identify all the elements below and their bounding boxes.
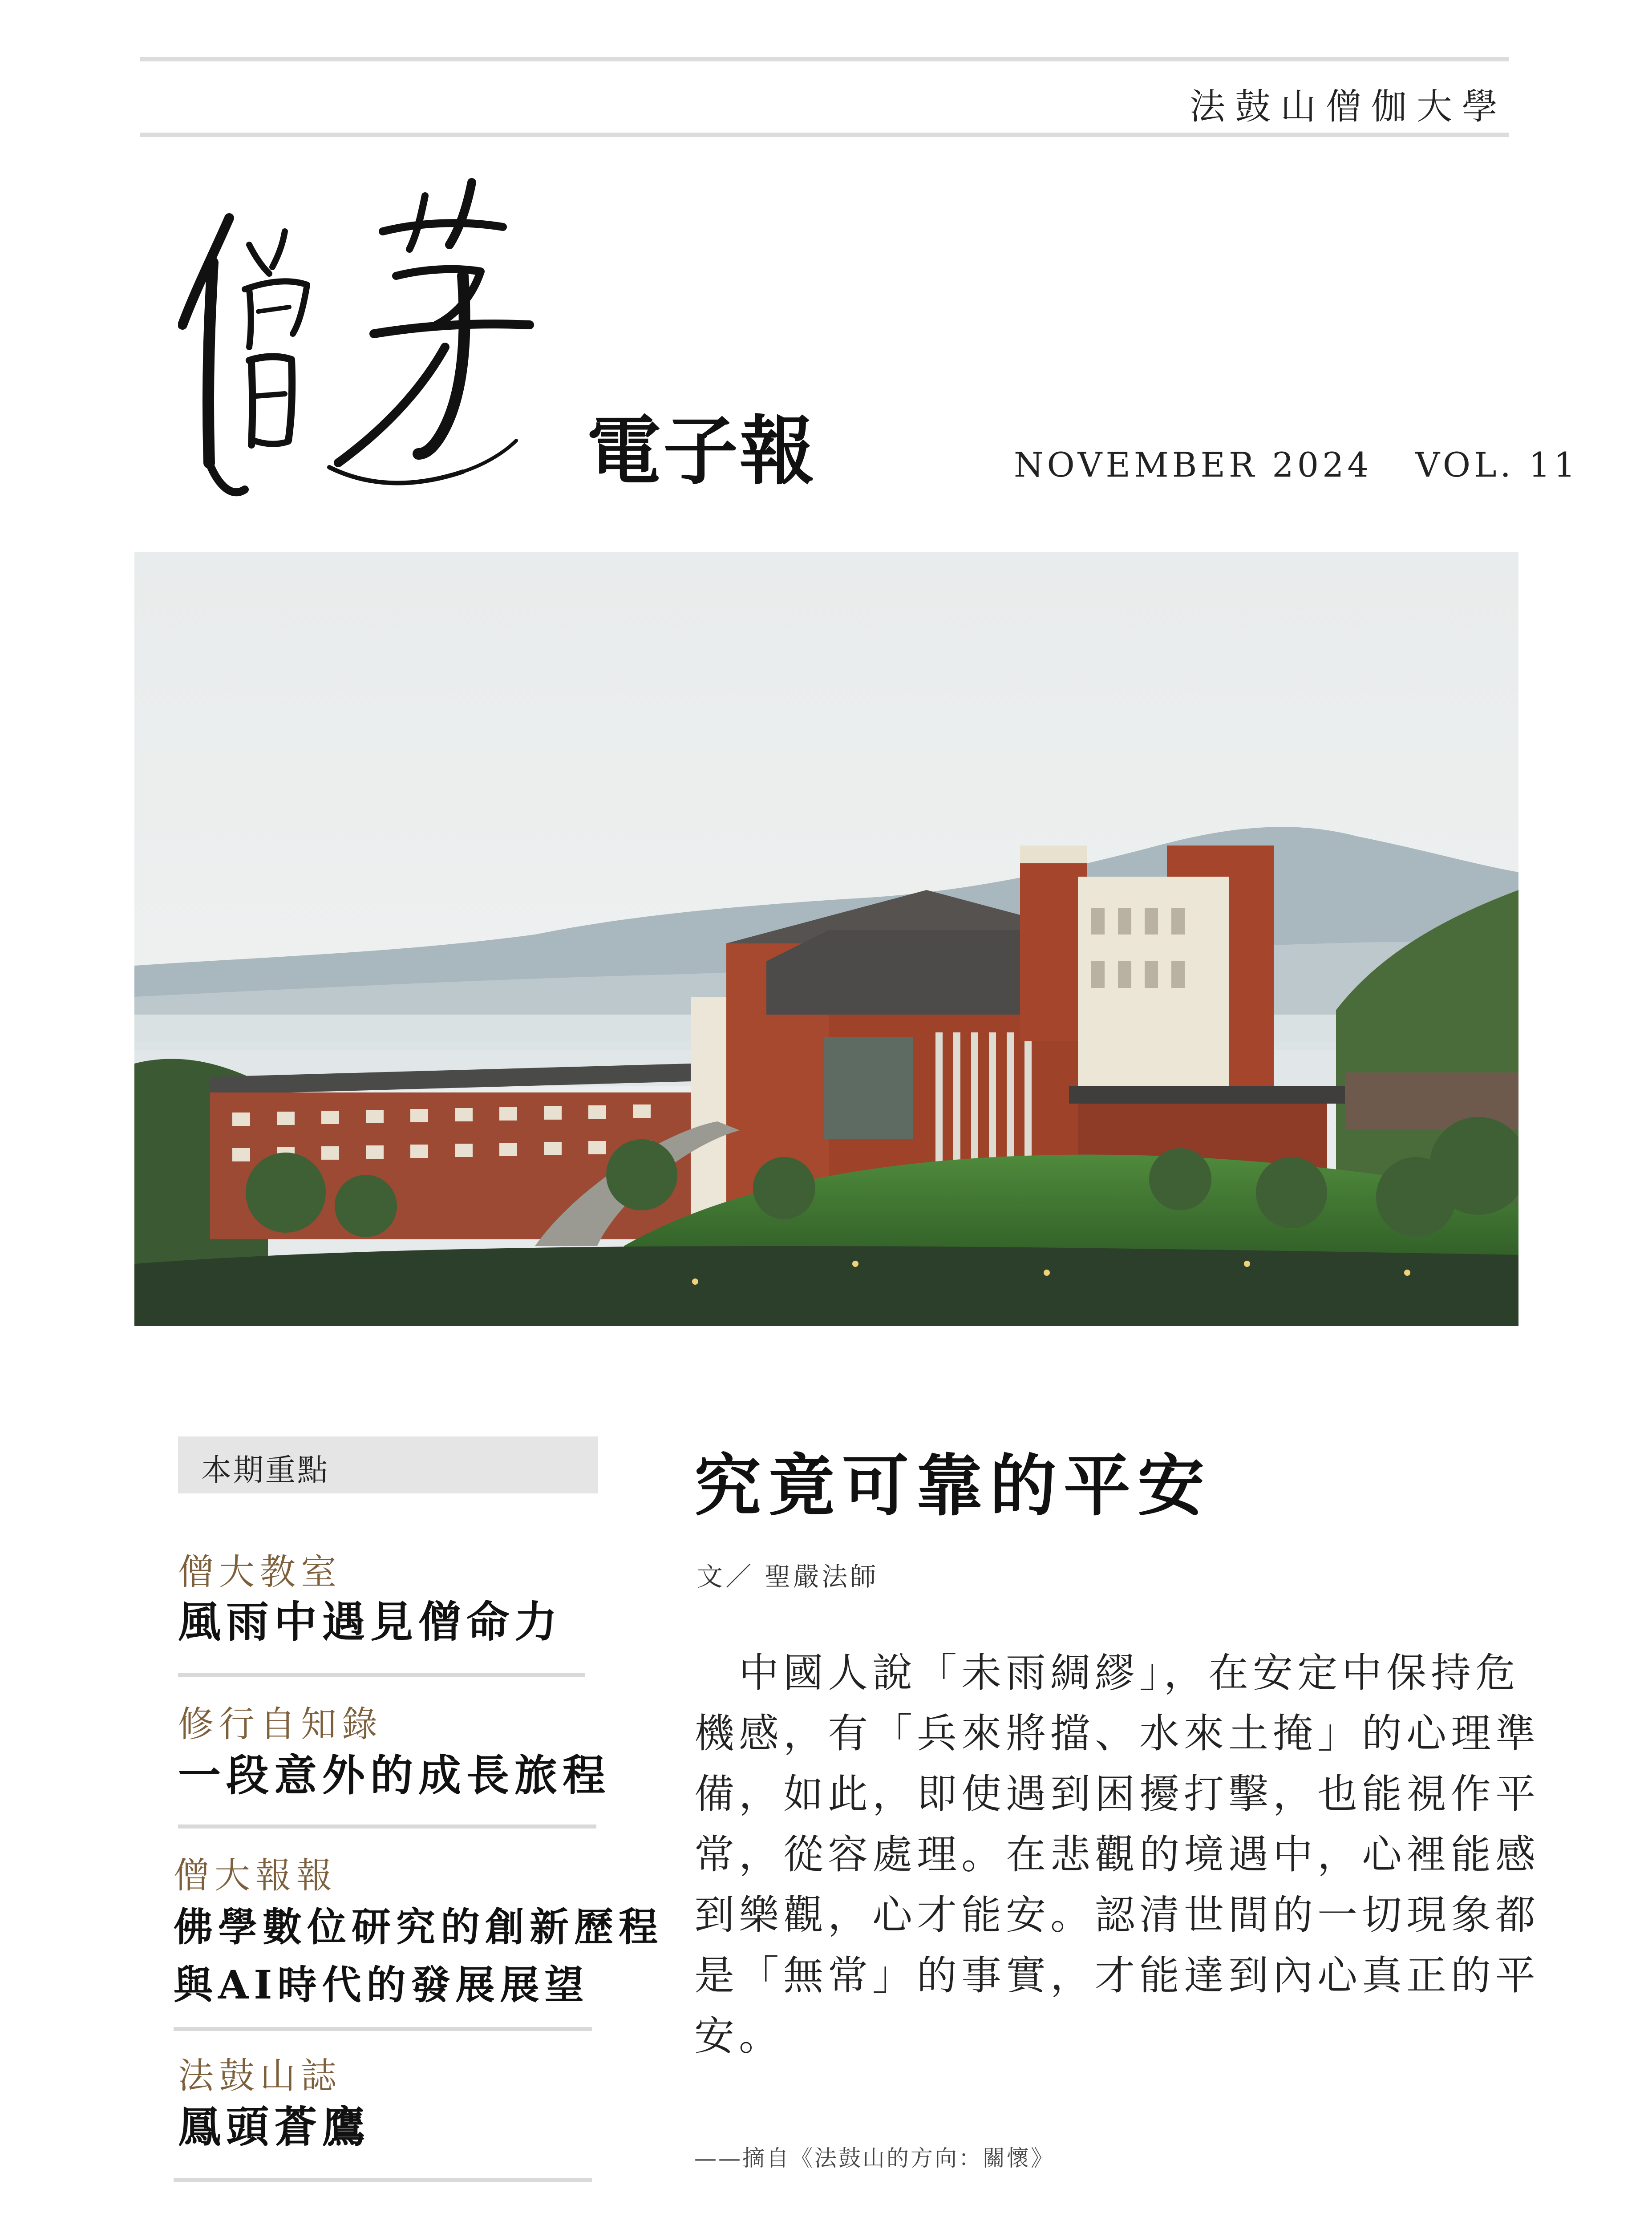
issue-date-volume: NOVEMBER 2024 VOL. 11 [1014, 445, 1579, 485]
highlights-header [178, 1436, 598, 1493]
highlights-header-label: 本期重點 [201, 1453, 330, 1488]
newsletter-subtitle: 電子報 [587, 408, 816, 495]
highlight-divider-4 [174, 2178, 592, 2182]
highlight-title-4[interactable]: 鳳頭蒼鷹 [178, 2102, 370, 2152]
article-body-line: 機感，有「兵來將擋、水來土掩」的心理準 [694, 1710, 1540, 1757]
highlight-category-1: 僧大教室 [178, 1551, 342, 1593]
highlight-divider-1 [178, 1673, 585, 1677]
calligraphy-masthead-logo [178, 178, 561, 516]
highlight-title-1[interactable]: 風雨中遇見僧命力 [178, 1597, 563, 1647]
article-body-line: 中國人說「未雨綢繆」，在安定中保持危 [694, 1650, 1520, 1696]
university-name: 法鼓山僧伽大學 [1190, 86, 1507, 127]
highlight-category-3: 僧大報報 [174, 1855, 337, 1896]
header-bottom-rule [140, 133, 1509, 137]
article-body-line: 常，從容處理。在悲觀的境遇中，心裡能感 [694, 1831, 1540, 1878]
highlight-divider-2 [178, 1824, 596, 1829]
article-title: 究竟可靠的平安 [694, 1447, 1212, 1525]
article-body-line: 到樂觀，心才能安。認清世間的一切現象都 [694, 1892, 1540, 1938]
highlight-category-4: 法鼓山誌 [178, 2055, 342, 2096]
highlight-divider-3 [174, 2027, 592, 2031]
article-body-line: 安。 [694, 2013, 783, 2059]
article-body-line: 備，如此，即使遇到困擾打擊，也能視作平 [694, 1771, 1540, 1817]
highlight-title-2[interactable]: 一段意外的成長旅程 [178, 1750, 611, 1800]
highlight-title-3-line-1[interactable]: 佛學數位研究的創新歷程 [174, 1904, 664, 1950]
header-top-rule [140, 57, 1509, 61]
article-body-line: 是「無常」的事實，才能達到內心真正的平 [694, 1952, 1540, 1999]
article-source-citation: ——摘自《法鼓山的方向：關懷》 [694, 2145, 1055, 2171]
article-author: 文／ 聖嚴法師 [697, 1562, 879, 1592]
highlight-title-3-line-2[interactable]: 與AI時代的發展展望 [174, 1962, 589, 2008]
campus-cover-photo [134, 552, 1518, 1326]
article-body [694, 1643, 1540, 2067]
highlight-category-2: 修行自知錄 [178, 1703, 383, 1745]
